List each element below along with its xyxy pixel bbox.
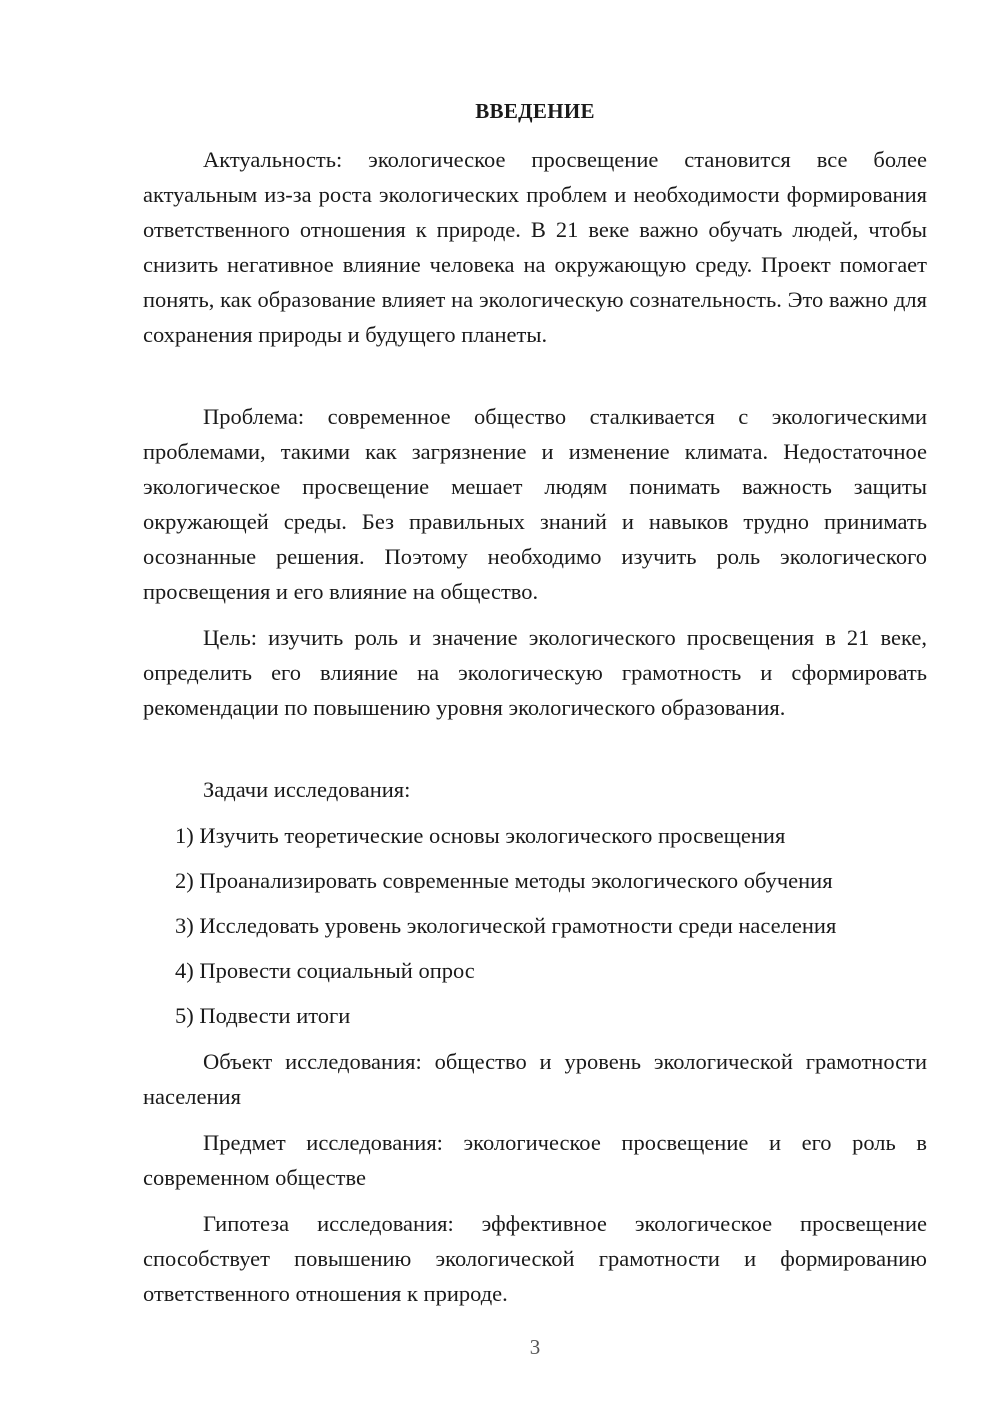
goal-paragraph: Цель: изучить роль и значение экологического просвещения в 21 веке, определить его влияние на экологическую грамотность и сформировать рекомендации по повышению уровня экологического образования. bbox=[143, 625, 927, 720]
page-number: 3 bbox=[529, 1335, 541, 1359]
document-page bbox=[143, 0, 927, 1414]
task-item-1: 1) Изучить теоретические основы экологического просвещения bbox=[175, 823, 786, 848]
task-item-5: 5) Подвести итоги bbox=[175, 1003, 351, 1028]
hypothesis-paragraph: Гипотеза исследования: эффективное экологическое просвещение способствует повышению экологической грамотности и формированию ответственного отношения к природе. bbox=[143, 1211, 927, 1306]
relevance-paragraph: Актуальность: экологическое просвещение становится все более актуальным из-за роста экологических проблем и необходимости формирования ответственного отношения к природе. В 21 веке важно обучать людей, чтобы снизить негативное влияние человека на окружающую среду. Проект помогает понять, как образование влияет на экологическую сознательность. Это важно для сохранения природы и будущего планеты. bbox=[143, 147, 927, 347]
tasks-heading: Задачи исследования: bbox=[203, 777, 411, 802]
task-item-4: 4) Провести социальный опрос bbox=[175, 958, 475, 983]
section-heading: ВВЕДЕНИЕ bbox=[475, 99, 595, 123]
task-item-2: 2) Проанализировать современные методы экологического обучения bbox=[175, 868, 833, 893]
problem-paragraph: Проблема: современное общество сталкивается с экологическими проблемами, такими как загрязнение и изменение климата. Недостаточное экологическое просвещение мешает людям понимать важность защиты окружающей среды. Без правильных знаний и навыков трудно принимать осознанные решения. Поэтому необходимо изучить роль экологического просвещения и его влияние на общество. bbox=[143, 404, 927, 604]
research-subject-paragraph: Предмет исследования: экологическое просвещение и его роль в современном обществе bbox=[143, 1130, 927, 1190]
research-object-paragraph: Объект исследования: общество и уровень экологической грамотности населения bbox=[143, 1049, 927, 1109]
task-item-3: 3) Исследовать уровень экологической грамотности среди населения bbox=[175, 913, 837, 938]
